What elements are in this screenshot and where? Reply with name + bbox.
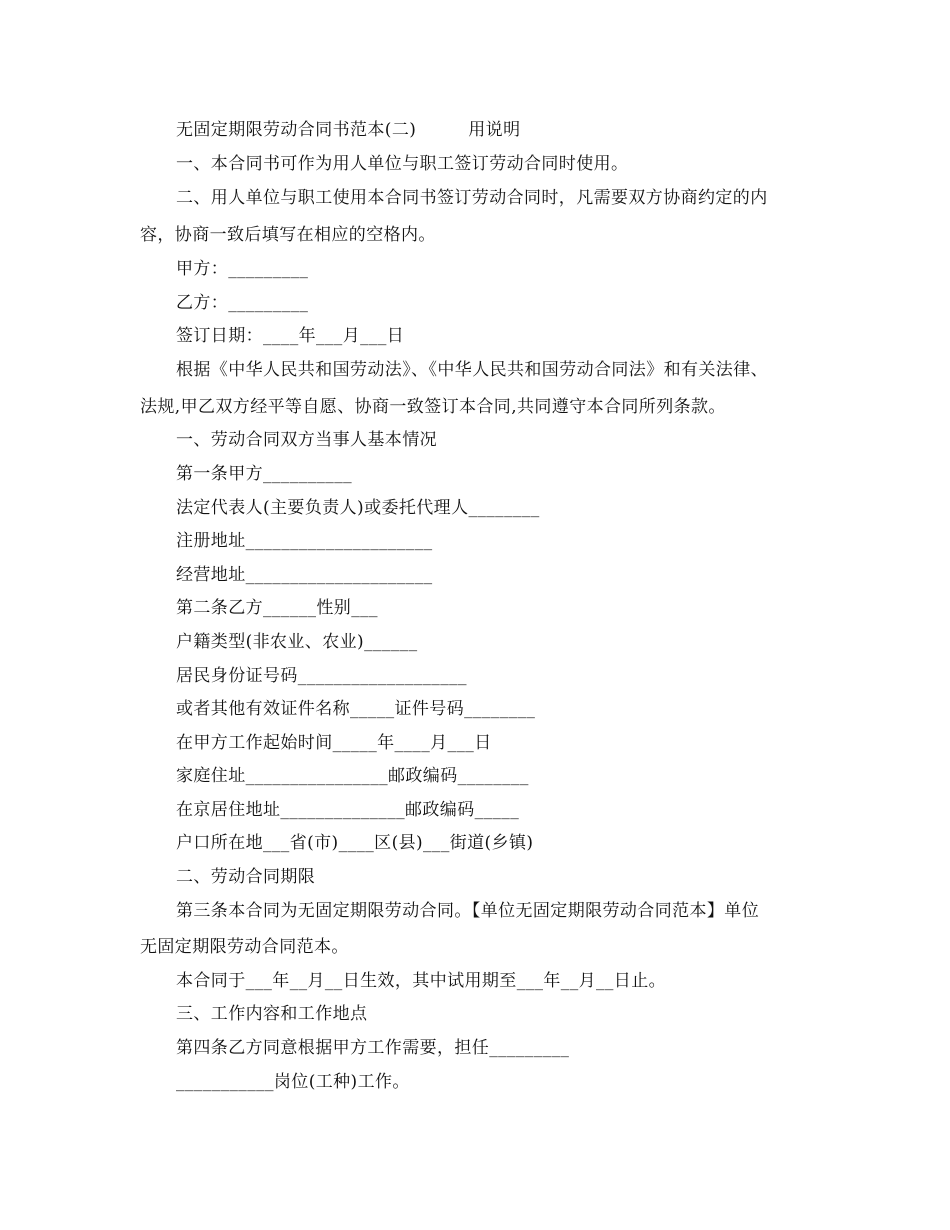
clause-line: 第四条乙方同意根据甲方工作需要，担任_________ (176, 1038, 570, 1058)
clause-line: 第二条乙方______性别___ (176, 598, 378, 618)
clause-line: 户口所在地___省(市)____区(县)___街道(乡镇) (176, 833, 534, 853)
clause-line: 注册地址_____________________ (176, 531, 433, 551)
document-title-line (140, 119, 866, 141)
clause-line: 第三条本合同为无固定期限劳动合同。【单位无固定期限劳动合同范本】单位 (176, 901, 760, 921)
paragraph-line: 根据《中华人民共和国劳动法》、《中华人民共和国劳动合同法》和有关法律、 (176, 360, 768, 380)
clause-line: 在甲方工作起始时间_____年____月___日 (176, 733, 492, 753)
clause-line: 第一条甲方__________ (176, 464, 352, 484)
clause-line: 法定代表人(主要负责人)或委托代理人________ (176, 498, 540, 518)
paragraph-line: 二、用人单位与职工使用本合同书签订劳动合同时，凡需要双方协商约定的内 (176, 188, 768, 208)
clause-line: 本合同于___年__月__日生效，其中试用期至___年__月__日止。 (176, 971, 666, 991)
paragraph-line: 无固定期限劳动合同范本。 (140, 937, 349, 957)
paragraph-line: 一、本合同书可作为用人单位与职工签订劳动合同时使用。 (176, 154, 629, 174)
section-heading: 一、劳动合同双方当事人基本情况 (176, 430, 437, 450)
party-a-line: 甲方：_________ (176, 259, 309, 279)
clause-line: 户籍类型(非农业、农业)______ (176, 632, 418, 652)
section-heading: 三、工作内容和工作地点 (176, 1004, 368, 1024)
clause-line: 在京居住地址______________邮政编码_____ (176, 800, 520, 820)
party-b-line: 乙方：_________ (176, 293, 309, 313)
clause-line: ___________岗位(工种)工作。 (176, 1072, 410, 1092)
clause-line: 家庭住址________________邮政编码________ (176, 766, 529, 786)
document-title-suffix: 用说明 (468, 120, 521, 140)
clause-line: 居民身份证号码___________________ (176, 666, 467, 686)
document-title: 无固定期限劳动合同书范本(二) (176, 120, 417, 140)
clause-line: 经营地址_____________________ (176, 565, 433, 585)
section-heading: 二、劳动合同期限 (176, 867, 316, 887)
paragraph-line: 法规,甲乙双方经平等自愿、协商一致签订本合同,共同遵守本合同所列条款。 (140, 397, 726, 417)
clause-line: 或者其他有效证件名称_____证件号码________ (176, 699, 536, 719)
paragraph-line: 容，协商一致后填写在相应的空格内。 (140, 225, 436, 245)
signing-date-line: 签订日期：____年___月___日 (176, 326, 405, 346)
